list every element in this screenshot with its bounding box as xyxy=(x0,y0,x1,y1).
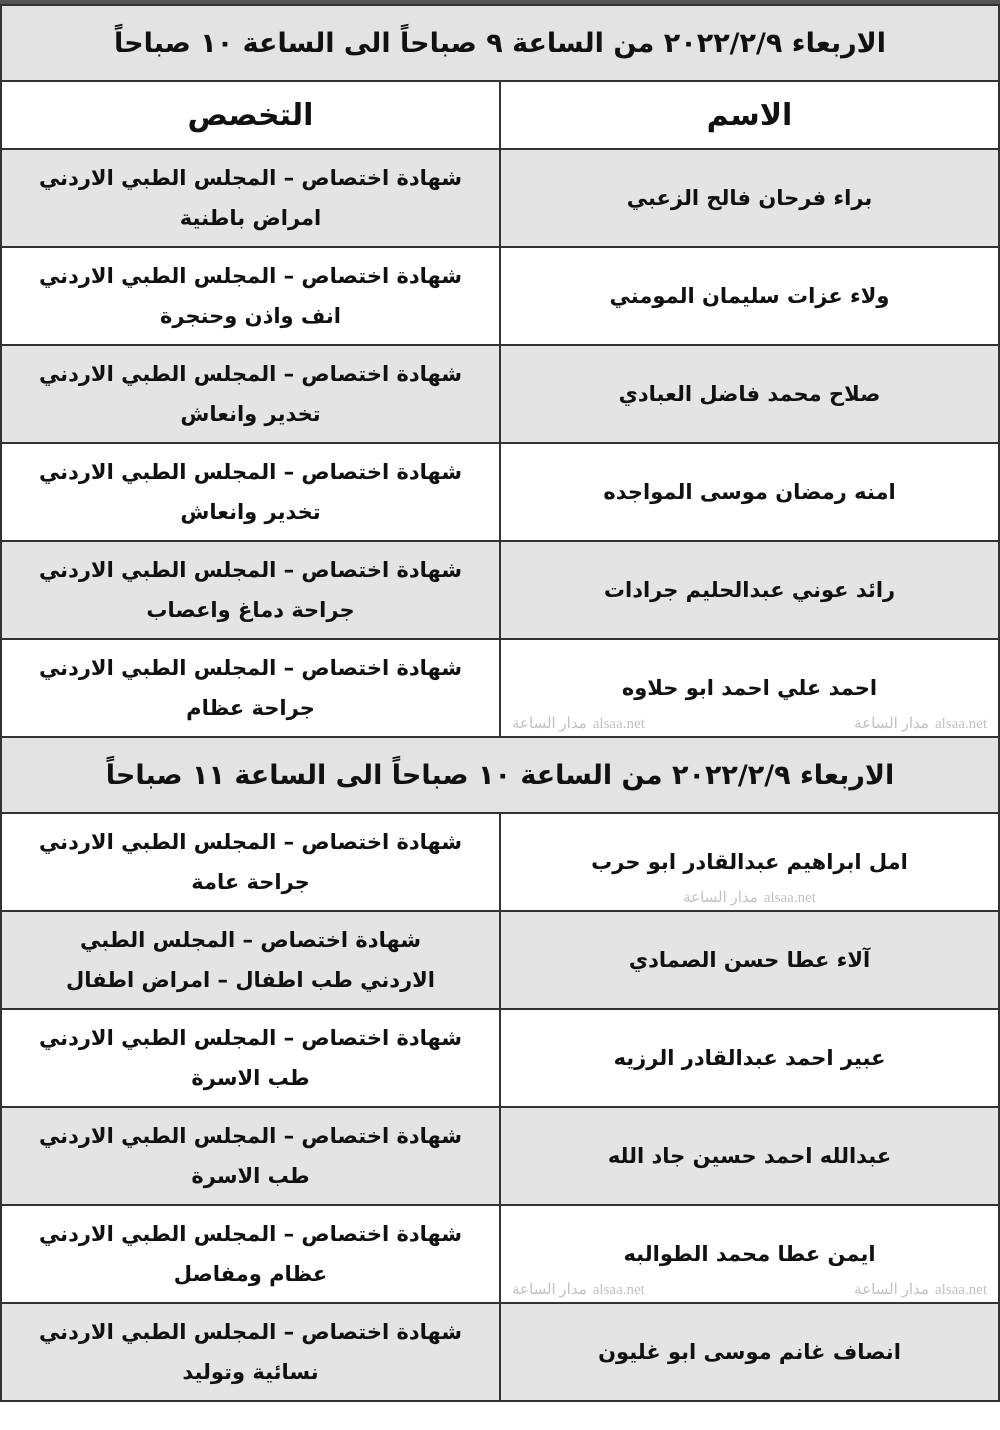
name-text: عبير احمد عبدالقادر الرزيه xyxy=(613,1046,886,1070)
name-cell xyxy=(500,443,999,541)
specialty-line-2: تخدير وانعاش xyxy=(180,402,321,426)
specialty-line-2: جراحة عظام xyxy=(186,696,315,720)
section-title: الاربعاء ٢٠٢٢/٢/٩ من الساعة ١٠ صباحاً الى الساعة ١١ صباحاً xyxy=(1,737,999,813)
name-cell-content xyxy=(501,542,998,638)
specialty-line-1: شهادة اختصاص – المجلس الطبي الاردني xyxy=(38,1320,463,1344)
specialty-line-2: عظام ومفاصل xyxy=(173,1262,328,1286)
name-cell xyxy=(500,1303,999,1401)
specialty-cell xyxy=(1,639,500,737)
specialty-line-2: طب الاسرة xyxy=(191,1164,310,1188)
name-cell-content xyxy=(501,346,998,442)
specialty-line-2: الاردني طب اطفال – امراض اطفال xyxy=(65,968,435,992)
name-cell-content xyxy=(501,1206,998,1302)
name-cell-content xyxy=(501,1010,998,1106)
specialty-line-1: شهادة اختصاص – المجلس الطبي الاردني xyxy=(38,558,463,582)
name-cell-content xyxy=(501,150,998,246)
name-cell-content xyxy=(501,640,998,736)
table-row xyxy=(1,149,999,247)
table-row xyxy=(1,1009,999,1107)
section-title-row xyxy=(1,5,999,81)
table-row xyxy=(1,247,999,345)
name-cell xyxy=(500,639,999,737)
name-cell xyxy=(500,1107,999,1205)
table-row xyxy=(1,813,999,911)
name-cell xyxy=(500,911,999,1009)
specialty-line-1: شهادة اختصاص – المجلس الطبي الاردني xyxy=(38,1222,463,1246)
table-row xyxy=(1,443,999,541)
column-header-specialty: التخصص xyxy=(1,81,500,149)
specialty-line-2: انف واذن وحنجرة xyxy=(159,304,342,328)
specialty-cell xyxy=(1,813,500,911)
name-text: امنه رمضان موسى المواجده xyxy=(603,480,896,504)
column-header-row xyxy=(1,81,999,149)
watermark-en: alsaa.net xyxy=(934,1282,987,1298)
name-text: انصاف غانم موسى ابو غليون xyxy=(598,1340,901,1364)
name-text: رائد عوني عبدالحليم جرادات xyxy=(603,578,896,602)
watermark-ar: مدار الساعة xyxy=(854,1282,929,1298)
column-header-name: الاسم xyxy=(500,81,999,149)
specialty-cell xyxy=(1,1205,500,1303)
watermark xyxy=(509,716,648,733)
watermark-ar: مدار الساعة xyxy=(512,716,587,732)
specialty-cell xyxy=(1,247,500,345)
watermark-en: alsaa.net xyxy=(763,890,816,906)
specialty-cell xyxy=(1,1009,500,1107)
name-text: صلاح محمد فاضل العبادي xyxy=(618,382,881,406)
watermark xyxy=(851,1282,990,1299)
specialty-line-2: امراض باطنية xyxy=(179,206,322,230)
name-text: عبدالله احمد حسين جاد الله xyxy=(607,1144,892,1168)
name-cell-content xyxy=(501,1304,998,1400)
table-row xyxy=(1,639,999,737)
name-cell-content xyxy=(501,814,998,910)
table-row xyxy=(1,911,999,1009)
watermark-en: alsaa.net xyxy=(592,716,645,732)
specialty-cell xyxy=(1,149,500,247)
name-text: ولاء عزات سليمان المومني xyxy=(609,284,890,308)
specialty-line-1: شهادة اختصاص – المجلس الطبي الاردني xyxy=(38,166,463,190)
name-cell-content xyxy=(501,248,998,344)
table-row xyxy=(1,1205,999,1303)
name-cell-content xyxy=(501,912,998,1008)
specialty-line-1: شهادة اختصاص – المجلس الطبي الاردني xyxy=(38,1124,463,1148)
watermark-ar: مدار الساعة xyxy=(854,716,929,732)
name-text: امل ابراهيم عبدالقادر ابو حرب xyxy=(591,850,908,874)
table-row xyxy=(1,1303,999,1401)
name-cell xyxy=(500,149,999,247)
specialty-cell xyxy=(1,1303,500,1401)
name-cell xyxy=(500,247,999,345)
name-cell xyxy=(500,541,999,639)
name-text: احمد علي احمد ابو حلاوه xyxy=(621,676,878,700)
specialty-line-1: شهادة اختصاص – المجلس الطبي الاردني xyxy=(38,460,463,484)
specialty-line-1: شهادة اختصاص – المجلس الطبي xyxy=(80,928,421,952)
specialty-line-1: شهادة اختصاص – المجلس الطبي الاردني xyxy=(38,1026,463,1050)
schedule-table xyxy=(0,4,1000,1402)
table-row xyxy=(1,541,999,639)
name-text: براء فرحان فالح الزعبي xyxy=(626,186,873,210)
name-cell xyxy=(500,345,999,443)
specialty-cell xyxy=(1,911,500,1009)
watermark-en: alsaa.net xyxy=(592,1282,645,1298)
table-row xyxy=(1,1107,999,1205)
table-row xyxy=(1,345,999,443)
watermark-ar: مدار الساعة xyxy=(683,890,758,906)
specialty-line-2: نسائية وتوليد xyxy=(182,1360,319,1384)
specialty-cell xyxy=(1,541,500,639)
name-cell xyxy=(500,1205,999,1303)
name-cell-content xyxy=(501,444,998,540)
specialty-line-2: جراحة عامة xyxy=(191,870,310,894)
specialty-line-1: شهادة اختصاص – المجلس الطبي الاردني xyxy=(38,656,463,680)
specialty-cell xyxy=(1,443,500,541)
name-cell xyxy=(500,1009,999,1107)
name-cell xyxy=(500,813,999,911)
watermark xyxy=(680,890,819,907)
specialty-line-2: جراحة دماغ واعصاب xyxy=(146,598,355,622)
specialty-line-2: تخدير وانعاش xyxy=(180,500,321,524)
specialty-cell xyxy=(1,1107,500,1205)
watermark xyxy=(509,1282,648,1299)
name-text: ايمن عطا محمد الطوالبه xyxy=(623,1242,876,1266)
specialty-line-2: طب الاسرة xyxy=(191,1066,310,1090)
watermark xyxy=(851,716,990,733)
name-text: آلاء عطا حسن الصمادي xyxy=(628,948,871,972)
specialty-cell xyxy=(1,345,500,443)
name-cell-content xyxy=(501,1108,998,1204)
section-title: الاربعاء ٢٠٢٢/٢/٩ من الساعة ٩ صباحاً الى الساعة ١٠ صباحاً xyxy=(1,5,999,81)
specialty-line-1: شهادة اختصاص – المجلس الطبي الاردني xyxy=(38,362,463,386)
watermark-en: alsaa.net xyxy=(934,716,987,732)
specialty-line-1: شهادة اختصاص – المجلس الطبي الاردني xyxy=(38,264,463,288)
specialty-line-1: شهادة اختصاص – المجلس الطبي الاردني xyxy=(38,830,463,854)
section-title-row xyxy=(1,737,999,813)
watermark-ar: مدار الساعة xyxy=(512,1282,587,1298)
